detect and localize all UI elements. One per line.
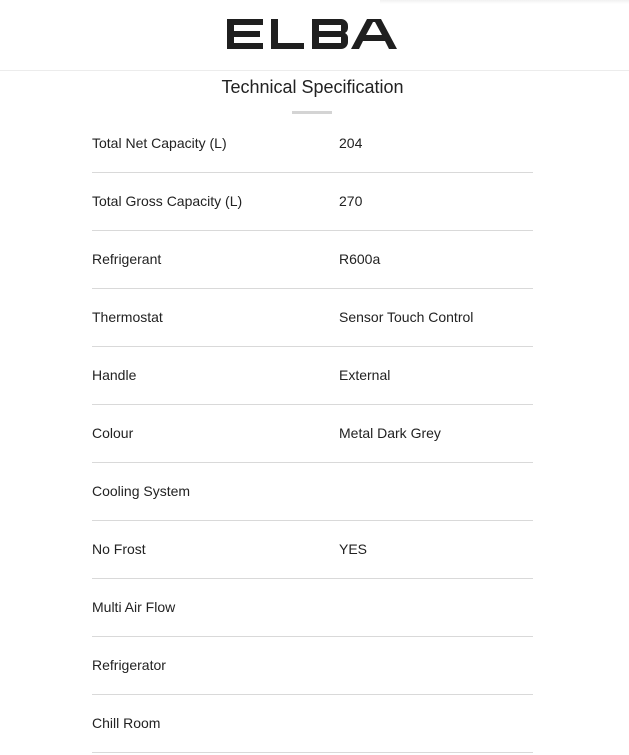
spec-label: Thermostat (92, 309, 163, 325)
elba-logo[interactable] (227, 19, 397, 49)
spec-label: Cooling System (92, 483, 191, 499)
spec-label: Total Net Capacity (L) (92, 135, 227, 151)
header-shadow (380, 0, 629, 4)
spec-value: R600a (339, 251, 381, 267)
elba-logo-icon (227, 19, 397, 49)
spec-label: Chill Room (92, 715, 161, 731)
title-divider (292, 111, 332, 114)
spec-row-refrigerant (92, 231, 533, 289)
spec-value: YES (339, 541, 368, 557)
spec-label: Multi Air Flow (92, 599, 176, 615)
spec-row-refrigerator (92, 637, 533, 695)
spec-table (92, 115, 533, 753)
spec-value: Metal Dark Grey (339, 425, 441, 441)
section-title: Technical Specification (221, 77, 404, 97)
spec-label: Colour (92, 425, 134, 441)
spec-row-no-frost (92, 521, 533, 579)
spec-row-cooling-system (92, 463, 533, 521)
spec-label: Refrigerator (92, 657, 166, 673)
spec-value: 270 (339, 193, 363, 209)
spec-value: External (339, 367, 391, 383)
spec-value: Sensor Touch Control (339, 309, 474, 325)
site-header (0, 0, 629, 71)
spec-label: Refrigerant (92, 251, 162, 267)
spec-row-handle (92, 347, 533, 405)
spec-row-total-net-capacity (92, 115, 533, 173)
spec-row-total-gross-capacity (92, 173, 533, 231)
spec-label: Total Gross Capacity (L) (92, 193, 243, 209)
spec-row-multi-air-flow (92, 579, 533, 637)
spec-row-colour (92, 405, 533, 463)
spec-row-thermostat (92, 289, 533, 347)
spec-label: Handle (92, 367, 137, 383)
spec-label: No Frost (92, 541, 146, 557)
spec-value: 204 (339, 135, 363, 151)
spec-row-chill-room (92, 695, 533, 753)
